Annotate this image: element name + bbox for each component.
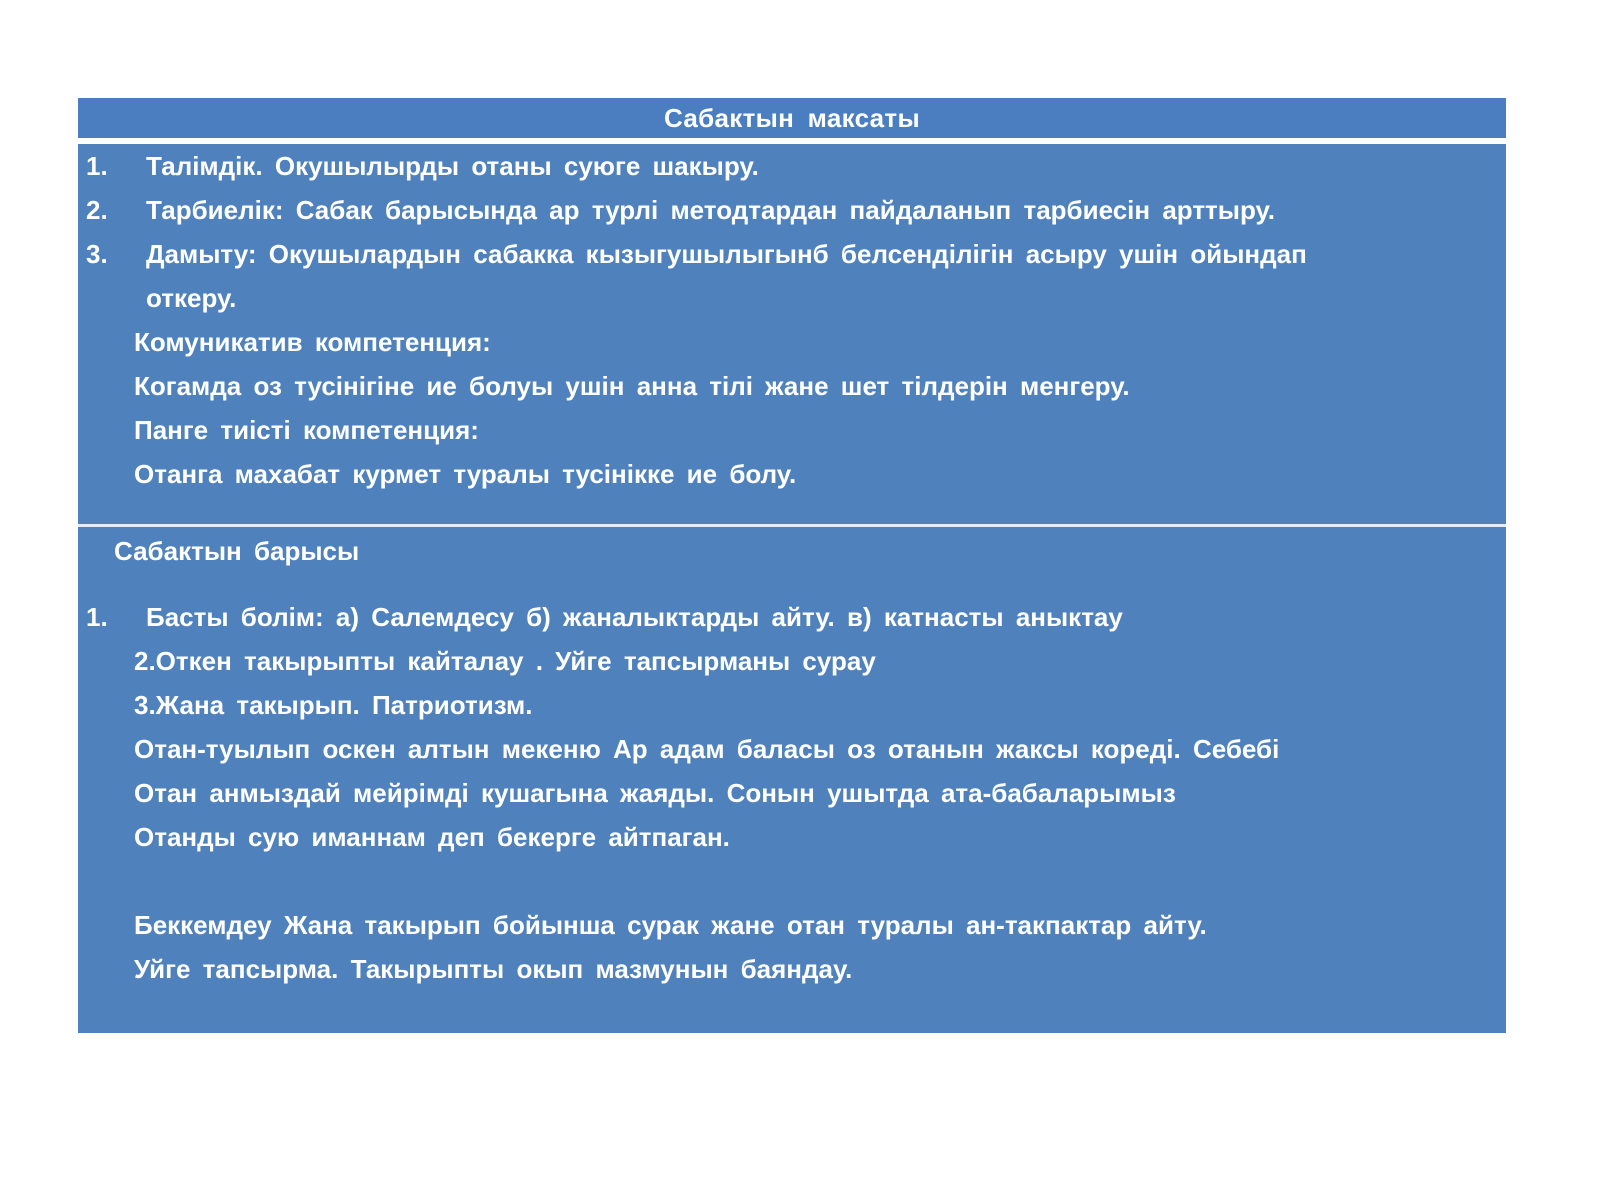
goal-3-text: Дамыту: Окушылардын сабакка кызыгушылыгынб белсенділігін асыру ушін ойындап [146,239,1307,269]
homework-line: Уйге тапсырма. Такырыпты окып мазмунын баяндау. [134,954,853,984]
process-section [78,527,1506,1033]
process-title: Сабактын барысы [114,536,360,566]
process-1-number: 1. [86,602,108,632]
lesson-plan-table [78,98,1506,1033]
goal-2-number: 2. [86,195,108,225]
goals-section [78,144,1506,524]
process-line-4: Отан-туылып оскен алтын мекеню Ар адам баласы оз отанын жаксы кореді. Себебі [134,734,1280,764]
process-line-3: 3.Жана такырып. Патриотизм. [134,690,533,720]
communicative-competence-text: Когамда оз тусінігіне ие болуы ушін анна тілі жане шет тілдерін менгеру. [134,371,1130,401]
goal-3-continuation: откеру. [146,283,237,313]
process-line-2: 2.Откен такырыпты кайталау . Уйге тапсырманы сурау [134,646,876,676]
goals-header [78,98,1506,138]
process-line-6: Отанды сую иманнам деп бекерге айтпаган. [134,822,730,852]
communicative-competence-heading: Комуникатив компетенция: [134,327,491,357]
goal-1-text: Талімдік. Окушылырды отаны суюге шакыру. [146,151,759,181]
goal-1-number: 1. [86,151,108,181]
goal-2-text: Тарбиелік: Сабак барысында ар турлі методтардан пайдаланып тарбиесін арттыру. [146,195,1275,225]
consolidation-line: Беккемдеу Жана такырып бойынша сурак жане отан туралы ан-такпактар айту. [134,910,1207,940]
goal-3-number: 3. [86,239,108,269]
goals-header-title: Сабактын максаты [664,102,920,133]
subject-competence-text: Отанга махабат курмет туралы тусінікке ие болу. [134,459,797,489]
process-1-text: Басты болім: а) Салемдесу б) жаналыктарды айту. в) катнасты аныктау [146,602,1123,632]
process-line-5: Отан анмыздай мейрімді кушагына жаяды. Сонын ушытда ата-бабаларымыз [134,778,1176,808]
subject-competence-heading: Панге тиісті компетенция: [134,415,479,445]
